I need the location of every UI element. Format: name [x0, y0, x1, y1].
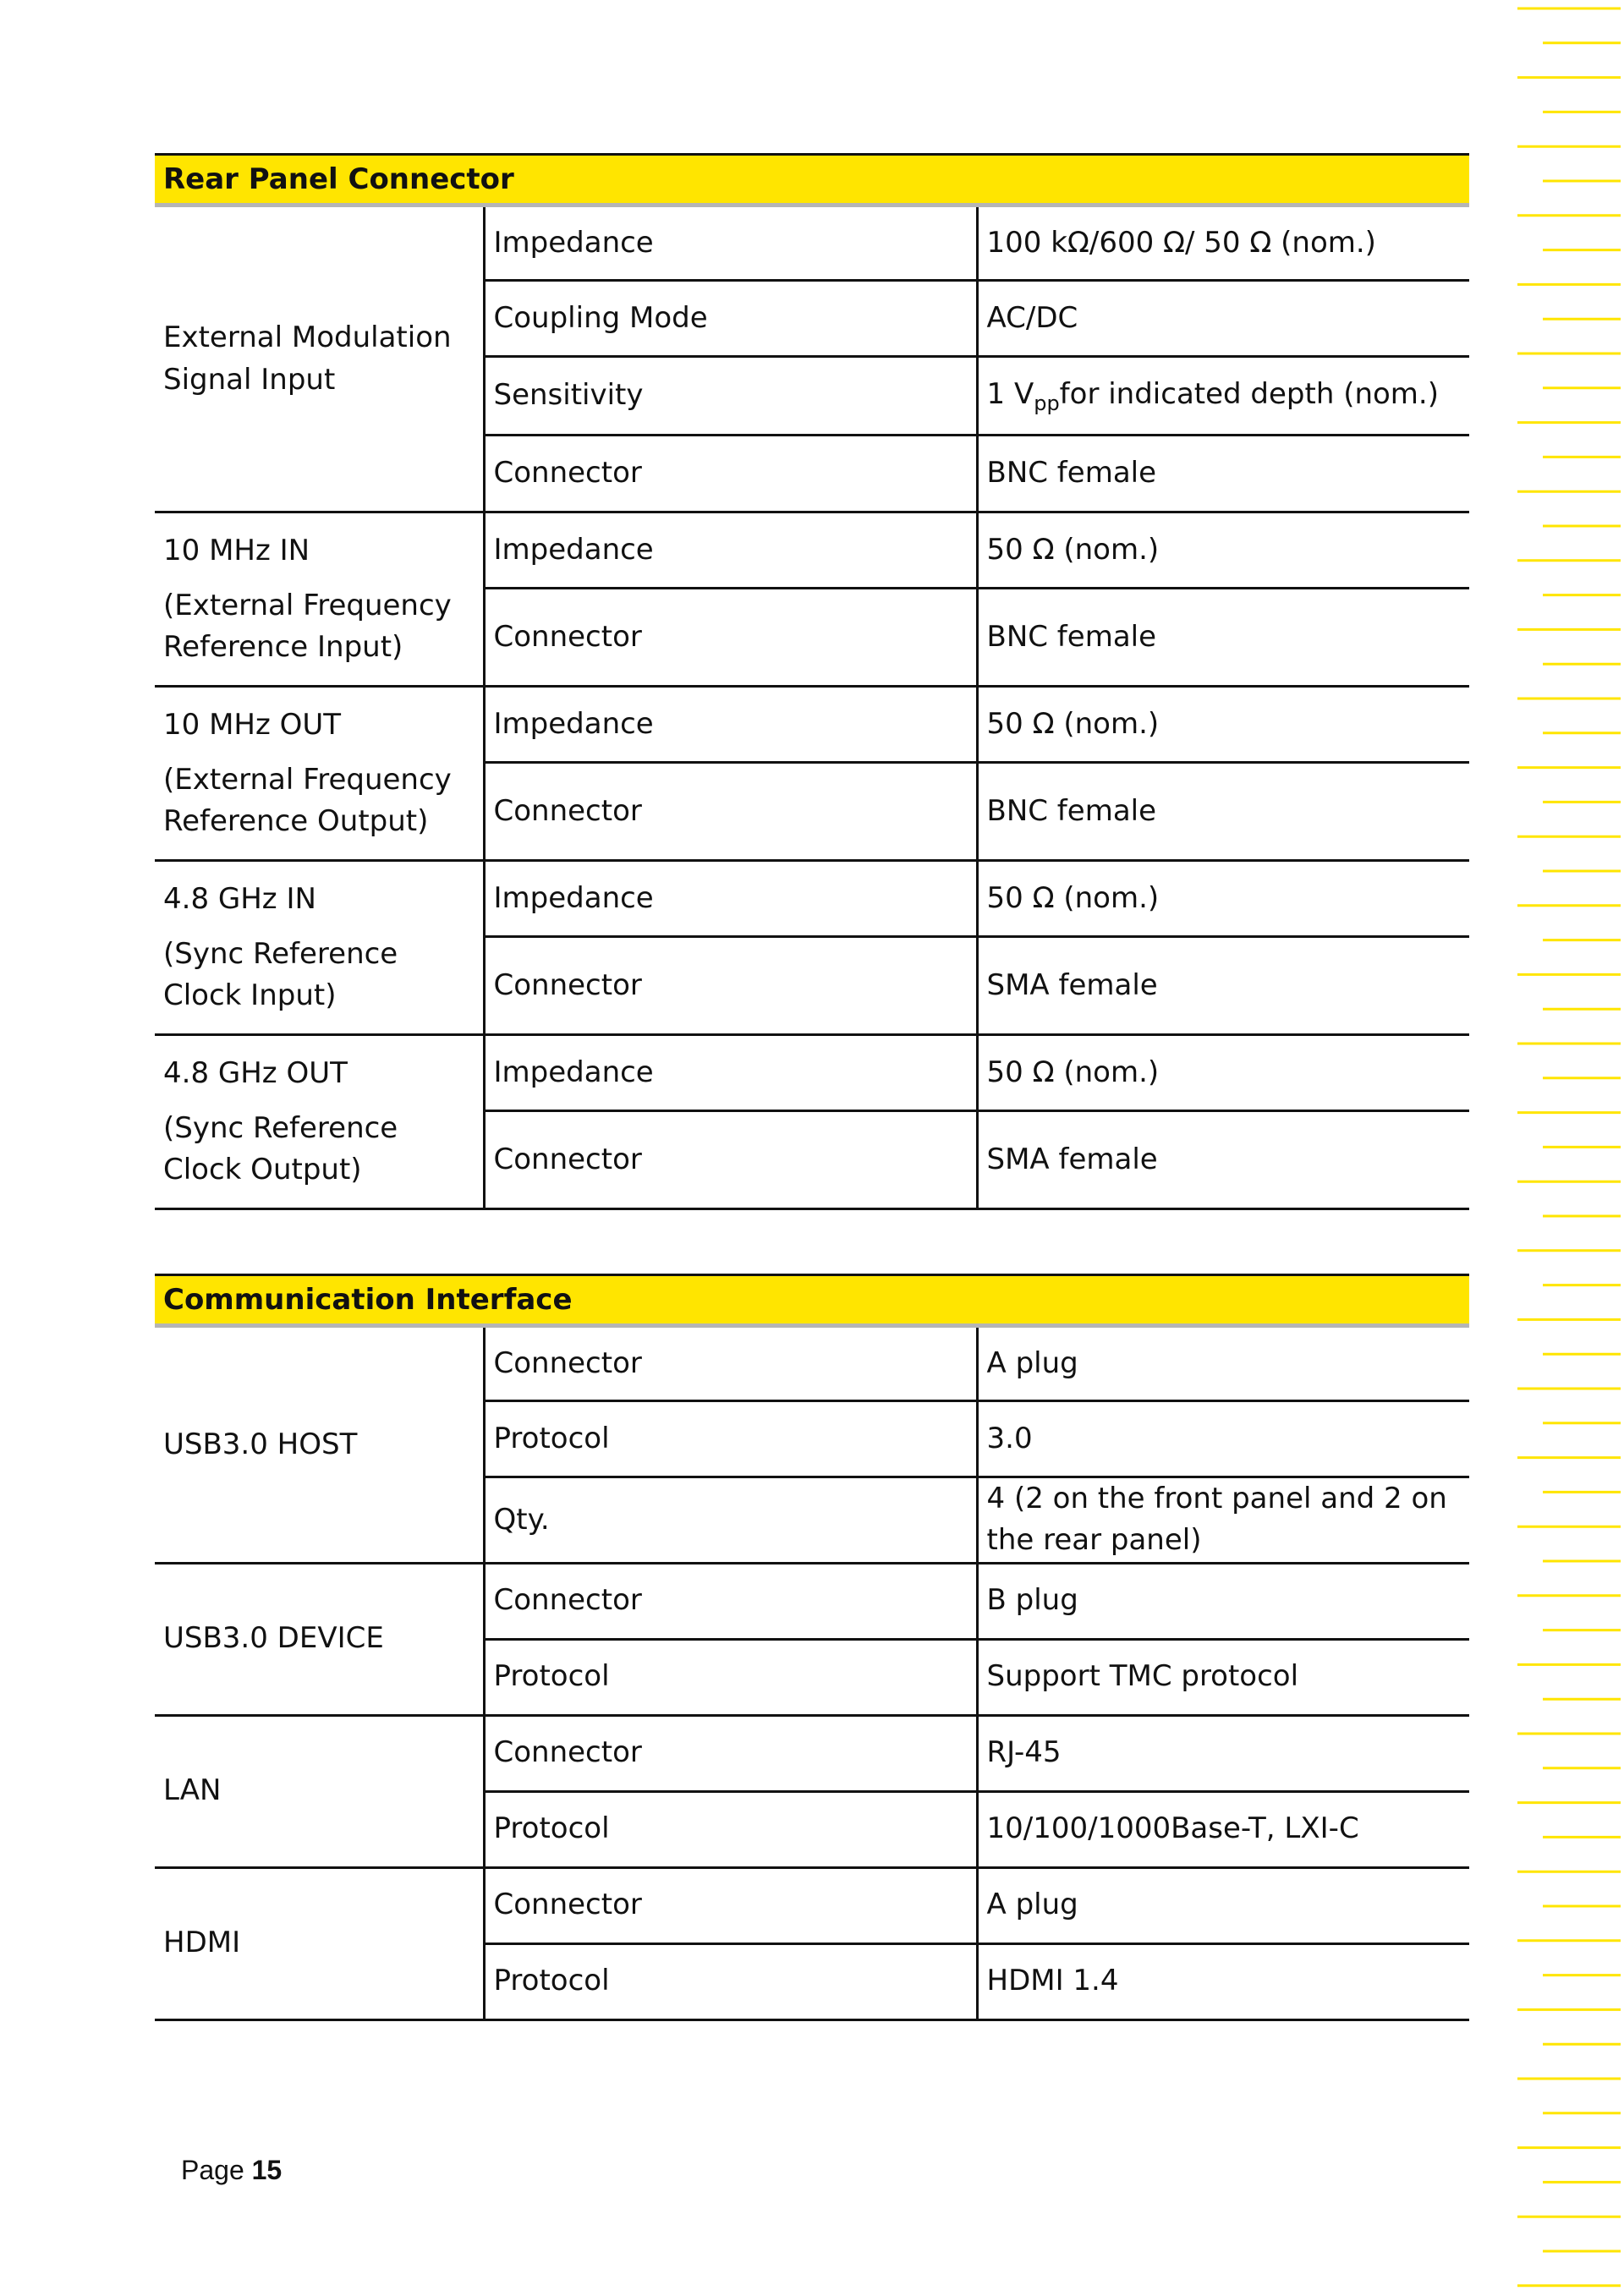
- table-row: [155, 512, 1469, 589]
- param-cell: Impedance: [484, 687, 977, 763]
- param-cell: Impedance: [484, 512, 977, 589]
- value-cell: BNC female: [977, 763, 1469, 861]
- page-number: [181, 2155, 282, 2186]
- param-cell: Connector: [484, 589, 977, 687]
- param-cell: Connector: [484, 1867, 977, 1943]
- param-cell: Sensitivity: [484, 357, 977, 436]
- param-cell: Connector: [484, 1715, 977, 1791]
- value-cell: 50 Ω (nom.): [977, 1035, 1469, 1111]
- value-cell: 10/100/1000Base-T, LXI-C: [977, 1791, 1469, 1867]
- table-row: [155, 1563, 1469, 1639]
- table-row: [155, 1715, 1469, 1791]
- group-name: USB3.0 DEVICE: [163, 1621, 384, 1656]
- page-label: Page: [181, 2155, 244, 2185]
- table-row: [155, 861, 1469, 937]
- value-suffix: for indicated depth (nom.): [1059, 376, 1439, 411]
- group-note: (External Frequency Reference Output): [163, 762, 452, 839]
- table-row: [155, 687, 1469, 763]
- group-name: USB3.0 HOST: [163, 1427, 358, 1461]
- value-cell: 50 Ω (nom.): [977, 861, 1469, 937]
- value-cell: 3.0: [977, 1401, 1469, 1477]
- communication-interface-table: [155, 1274, 1469, 2021]
- param-cell: Protocol: [484, 1401, 977, 1477]
- value-cell: BNC female: [977, 436, 1469, 512]
- group-name: 4.8 GHz OUT: [163, 1055, 348, 1090]
- group-label: [155, 1715, 484, 1867]
- value-cell: 100 kΩ/600 Ω/ 50 Ω (nom.): [977, 205, 1469, 281]
- value-cell: Support TMC protocol: [977, 1639, 1469, 1715]
- param-cell: Connector: [484, 1111, 977, 1209]
- table-row: [155, 1035, 1469, 1111]
- value-cell: RJ-45: [977, 1715, 1469, 1791]
- param-cell: Connector: [484, 1563, 977, 1639]
- decorative-edge-lines: [1514, 0, 1624, 2296]
- group-label: [155, 205, 484, 512]
- value-cell: HDMI 1.4: [977, 1943, 1469, 2019]
- group-label: [155, 687, 484, 861]
- table-title: Communication Interface: [155, 1275, 1469, 1326]
- group-name: 10 MHz OUT: [163, 707, 342, 742]
- value-cell: AC/DC: [977, 281, 1469, 357]
- param-cell: Coupling Mode: [484, 281, 977, 357]
- table-row: [155, 1326, 1469, 1401]
- param-cell: Connector: [484, 937, 977, 1035]
- param-cell: Impedance: [484, 861, 977, 937]
- value-cell: BNC female: [977, 589, 1469, 687]
- group-label: [155, 1563, 484, 1715]
- value-cell: A plug: [977, 1326, 1469, 1401]
- group-note: (External Frequency Reference Input): [163, 588, 452, 665]
- group-name: 4.8 GHz IN: [163, 881, 316, 916]
- group-name: 10 MHz IN: [163, 533, 310, 567]
- value-subscript: pp: [1034, 391, 1060, 415]
- param-cell: Connector: [484, 436, 977, 512]
- page-number-value: 15: [251, 2155, 283, 2185]
- group-label: [155, 512, 484, 687]
- param-cell: Impedance: [484, 205, 977, 281]
- value-cell: 4 (2 on the front panel and 2 on the rear panel): [977, 1477, 1469, 1564]
- value-prefix: 1 V: [986, 376, 1034, 411]
- group-label: [155, 1867, 484, 2019]
- param-cell: Protocol: [484, 1639, 977, 1715]
- value-cell: B plug: [977, 1563, 1469, 1639]
- group-note: (Sync Reference Clock Input): [163, 936, 398, 1013]
- rear-panel-connector-table: [155, 153, 1469, 1210]
- param-cell: Qty.: [484, 1477, 977, 1564]
- value-cell: [977, 357, 1469, 436]
- value-cell: A plug: [977, 1867, 1469, 1943]
- group-note: (Sync Reference Clock Output): [163, 1110, 398, 1187]
- value-cell: SMA female: [977, 937, 1469, 1035]
- group-name: HDMI: [163, 1926, 241, 1960]
- param-cell: Impedance: [484, 1035, 977, 1111]
- group-label: [155, 1035, 484, 1209]
- group-name: LAN: [163, 1773, 222, 1808]
- param-cell: Protocol: [484, 1943, 977, 2019]
- edge-lines-graphic: [1514, 0, 1624, 2296]
- param-cell: Connector: [484, 1326, 977, 1401]
- value-cell: 50 Ω (nom.): [977, 512, 1469, 589]
- value-cell: SMA female: [977, 1111, 1469, 1209]
- group-label: [155, 1326, 484, 1564]
- table-row: [155, 205, 1469, 281]
- value-cell: 50 Ω (nom.): [977, 687, 1469, 763]
- table-row: [155, 1867, 1469, 1943]
- group-name: External Modulation Signal Input: [163, 321, 452, 397]
- group-label: [155, 861, 484, 1035]
- table-title: Rear Panel Connector: [155, 155, 1469, 205]
- param-cell: Protocol: [484, 1791, 977, 1867]
- param-cell: Connector: [484, 763, 977, 861]
